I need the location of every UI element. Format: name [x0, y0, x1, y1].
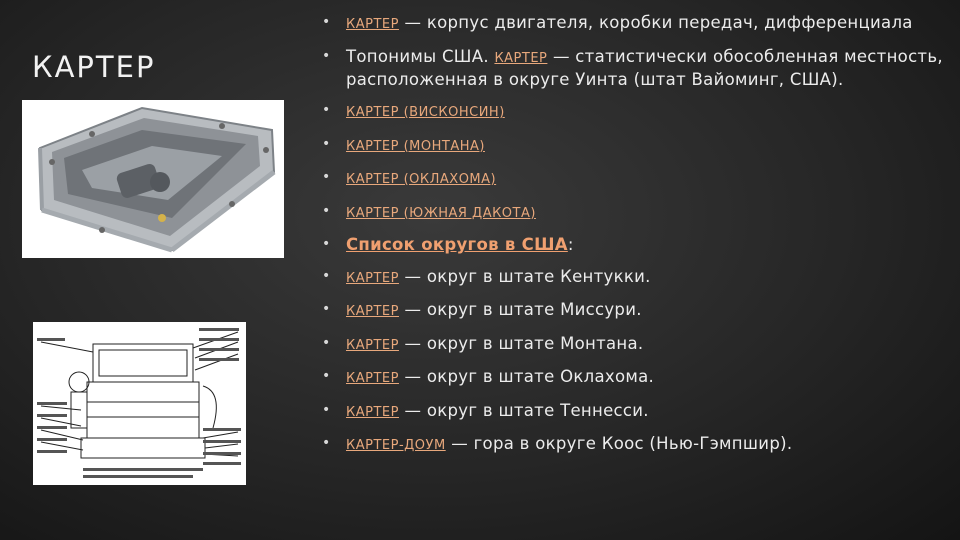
- bullet-dot: •: [322, 301, 331, 317]
- list-item: • КАРТЕР — округ в штате Оклахома.: [322, 367, 655, 386]
- bullet-dot: •: [322, 368, 331, 384]
- list-item: [322, 134, 958, 157]
- list-item: • КАРТЕР — округ в штате Кентукки.: [322, 266, 651, 286]
- bullet-dot: •: [322, 334, 331, 351]
- slide-title: КАРТЕР: [32, 50, 156, 84]
- bullet-dot: •: [322, 435, 331, 451]
- link-karter[interactable]: КАРТЕР: [346, 17, 399, 32]
- engine-diagram-image: [33, 322, 246, 485]
- list-item: • Топонимы США. КАРТЕР — статистически обособленная местность, расположенная в округе Уинта (штат Вайоминг, США).: [322, 46, 943, 89]
- link-karter-county[interactable]: КАРТЕР: [346, 404, 399, 420]
- bullet-list: [322, 12, 958, 467]
- bullet-dot: •: [322, 267, 331, 284]
- bullet-dot: •: [322, 102, 331, 118]
- list-item: • КАРТЕР-ДОУМ — гора в округе Коос (Нью-Гэмпшир).: [322, 434, 793, 453]
- link-karter-south-dakota[interactable]: КАРТЕР (ЮЖНАЯ ДАКОТА): [346, 205, 536, 221]
- list-item: • КАРТЕР — округ в штате Миссури.: [322, 300, 642, 319]
- bullet-dot: •: [322, 236, 331, 252]
- link-karter-doum[interactable]: КАРТЕР-ДОУМ: [346, 438, 446, 453]
- link-karter-county[interactable]: КАРТЕР: [346, 304, 399, 319]
- bullet-dot: •: [322, 135, 331, 152]
- link-karter-county[interactable]: КАРТЕР: [346, 270, 399, 286]
- bullet-dot: •: [322, 14, 331, 30]
- list-item: [322, 100, 958, 123]
- link-us-counties-list[interactable]: Список округов в США: [346, 235, 568, 254]
- bullet-dot: •: [322, 169, 331, 185]
- list-item: • КАРТЕР — корпус двигателя, коробки передач, дифференциала: [322, 13, 913, 32]
- list-item: • КАРТЕР — округ в штате Теннесси.: [322, 400, 649, 420]
- bullet-dot: •: [322, 202, 331, 219]
- link-karter-county[interactable]: КАРТЕР: [346, 337, 399, 353]
- list-item: [322, 201, 958, 224]
- link-karter-montana[interactable]: КАРТЕР (МОНТАНА): [346, 138, 485, 154]
- oil-pan-photo: [22, 100, 284, 258]
- bullet-dot: •: [322, 47, 331, 64]
- link-karter-oklahoma[interactable]: КАРТЕР (ОКЛАХОМА): [346, 172, 497, 187]
- link-karter-county[interactable]: КАРТЕР: [346, 371, 399, 386]
- list-item: • КАРТЕР — округ в штате Монтана.: [322, 333, 644, 353]
- list-item: • Список округов в США:: [322, 235, 574, 254]
- link-karter-wisconsin[interactable]: КАРТЕР (ВИСКОНСИН): [346, 105, 505, 120]
- bullet-dot: •: [322, 401, 331, 418]
- link-karter[interactable]: КАРТЕР: [494, 50, 548, 66]
- list-item: [322, 167, 958, 190]
